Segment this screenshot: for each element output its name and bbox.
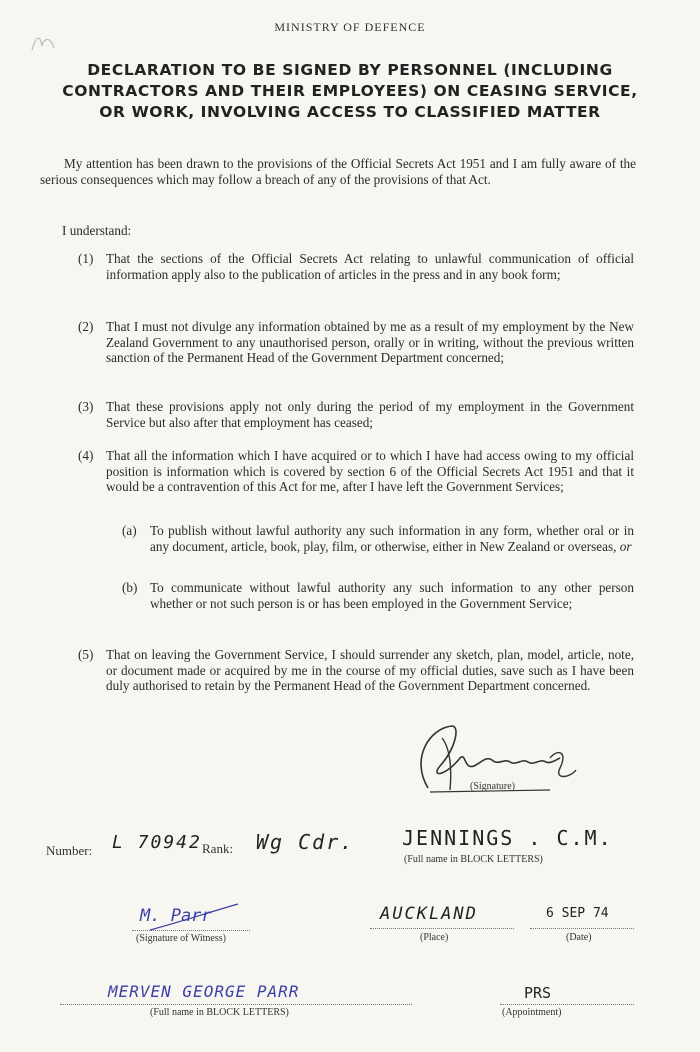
subclause-text	[150, 523, 634, 554]
clause-text: That these provisions apply not only during the period of my employment in the Government Service but also after that employment has ceased;	[106, 399, 634, 430]
title-line-1: DECLARATION TO BE SIGNED BY PERSONNEL (INCLUDING	[87, 61, 613, 79]
title-line-3: OR WORK, INVOLVING ACCESS TO CLASSIFIED MATTER	[99, 103, 601, 121]
clause-5	[78, 647, 634, 694]
clause-number: (5)	[78, 647, 94, 662]
fullname-value: JENNINGS . C.M.	[402, 826, 613, 850]
clause-2	[78, 319, 634, 366]
date-dotline	[530, 928, 634, 929]
witness-dotline	[132, 930, 250, 931]
witness-name-label: (Full name in BLOCK LETTERS)	[150, 1007, 289, 1018]
clause-text: That I must not divulge any information obtained by me as a result of my employment by the New Zealand Government to any unauthorised person, orally or in writing, without the previous written sanction of the Permanent Head of the Government Department concerned;	[106, 319, 634, 365]
declaration-title	[40, 60, 660, 123]
witness-signature: M. Parr	[140, 906, 212, 926]
clause-number: (1)	[78, 251, 94, 266]
title-line-2: CONTRACTORS AND THEIR EMPLOYEES) ON CEASING SERVICE,	[62, 82, 638, 100]
clause-number: (3)	[78, 399, 94, 414]
clause-text: That the sections of the Official Secrets Act relating to unlawful communication of official information apply also to the publication of articles in the press and in any book form;	[106, 251, 634, 282]
subclause-b	[122, 580, 634, 611]
witness-label: (Signature of Witness)	[136, 933, 226, 944]
witness-name-dotline	[60, 1004, 412, 1005]
date-label: (Date)	[566, 932, 592, 943]
clause-number: (4)	[78, 448, 94, 463]
appointment-dotline	[500, 1004, 634, 1005]
clause-text: That all the information which I have acquired or to which I have had access owing to my official position is information which is covered by section 6 of the Official Secrets Act 1951 and that it would be a contravention of this Act for me, after I have left the Government Services;	[106, 448, 634, 494]
number-label: Number:	[46, 843, 93, 858]
witness-name-value: MERVEN GEORGE PARR	[108, 982, 300, 1001]
appointment-value: PRS	[524, 984, 552, 1002]
clause-number: (2)	[78, 319, 94, 334]
number-value: L 70942	[112, 832, 202, 853]
clause-text: That on leaving the Government Service, I should surrender any sketch, plan, model, article, note, or document made or acquired by me in the course of my official duties, save such as I have been duly authorised to retain by the Permanent Head of the Government Department concerned.	[106, 647, 634, 693]
subclause-number: (a)	[122, 523, 137, 538]
corner-pencil-mark	[30, 32, 56, 54]
witness-signature-stroke	[130, 902, 240, 932]
place-value: AUCKLAND	[380, 904, 478, 924]
subclause-number: (b)	[122, 580, 138, 595]
place-dotline	[370, 928, 514, 929]
signature-label: (Signature)	[470, 781, 515, 792]
clause-4	[78, 448, 634, 495]
appointment-label: (Appointment)	[502, 1007, 562, 1018]
rank-label: Rank:	[202, 841, 234, 856]
subclause-a-or: or	[616, 538, 632, 554]
rank-value: Wg Cdr.	[256, 830, 355, 854]
clause-1	[78, 251, 634, 282]
subclause-a-body: To publish without lawful authority any such information in any form, whether oral or in any document, article, book, play, film, or otherwise, either in New Zealand or overseas,	[150, 523, 634, 554]
ministry-heading: MINISTRY OF DEFENCE	[274, 20, 426, 34]
fullname-label: (Full name in BLOCK LETTERS)	[404, 854, 543, 865]
subclause-a	[122, 523, 634, 554]
place-label: (Place)	[420, 932, 449, 943]
subclause-text: To communicate without lawful authority any such information to any other person whether or not such person is or has been employed in the Government Service;	[150, 580, 634, 611]
understand-heading: I understand:	[62, 223, 132, 238]
date-value: 6 SEP 74	[546, 906, 609, 921]
clause-3	[78, 399, 634, 430]
intro-paragraph: My attention has been drawn to the provisions of the Official Secrets Act 1951 and I am fully aware of the serious consequences which may follow a breach of any of the provisions of that Act.	[40, 156, 636, 187]
